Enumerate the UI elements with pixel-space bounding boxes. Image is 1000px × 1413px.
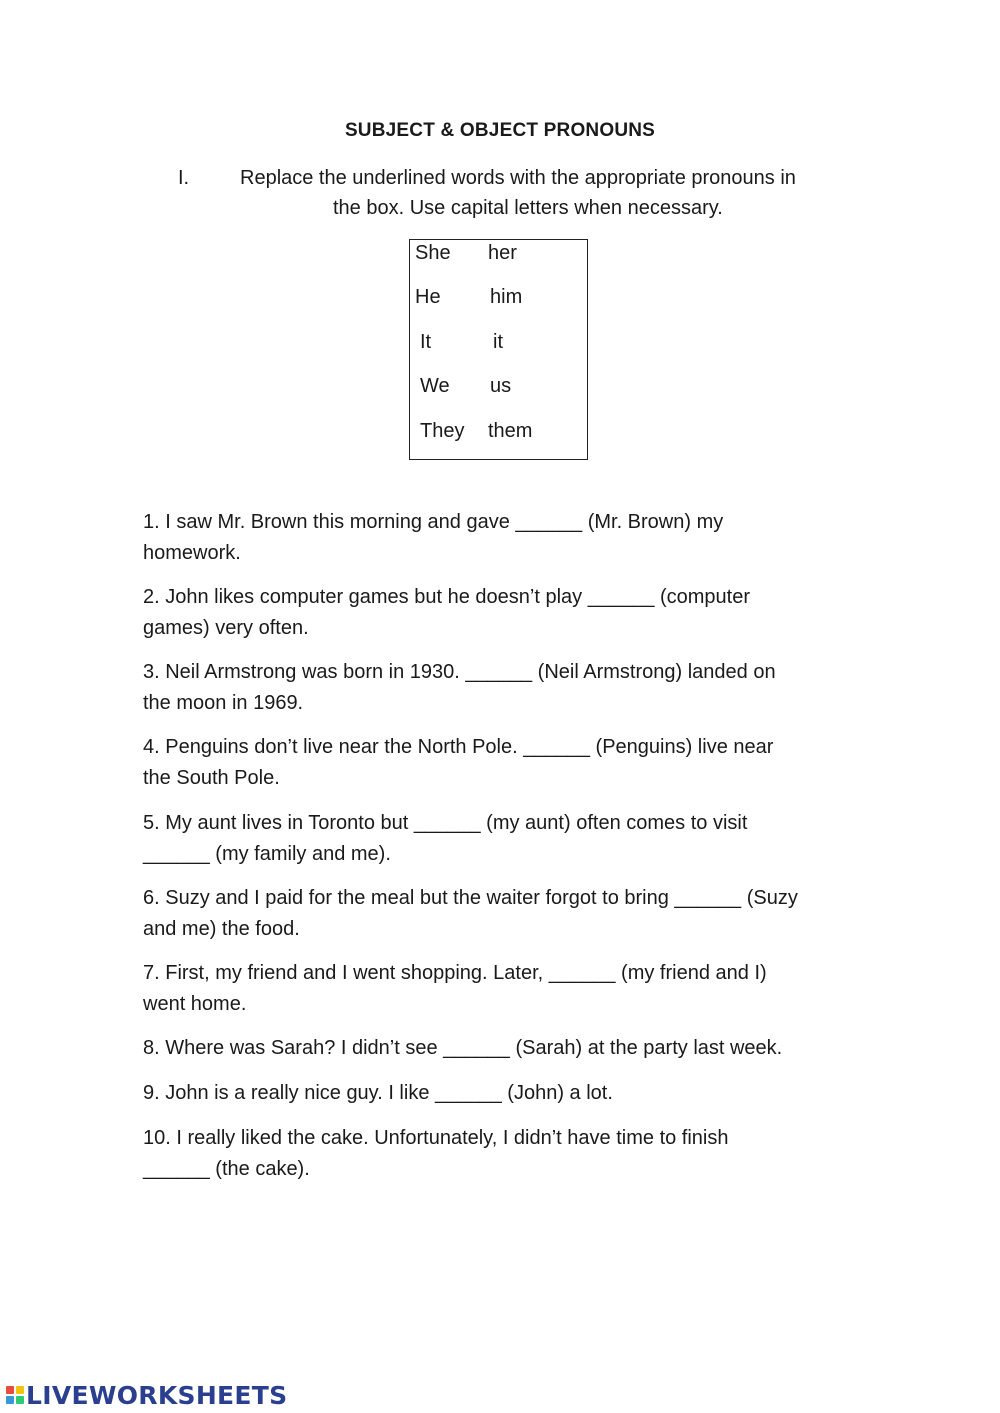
question-line: ______ (my family and me). — [143, 843, 391, 865]
question-line: homework. — [143, 542, 241, 564]
subject-pronoun: He — [415, 286, 441, 308]
question-1 — [143, 507, 863, 569]
question-line: 4. Penguins don’t live near the North Pole. ______ (Penguins) live near — [143, 736, 774, 758]
question-line: 5. My aunt lives in Toronto but ______ (my aunt) often comes to visit — [143, 812, 748, 834]
question-5 — [143, 808, 863, 870]
question-7 — [143, 958, 863, 1020]
instruction-text-line1: Replace the underlined words with the appropriate pronouns in — [240, 167, 796, 189]
object-pronoun: her — [488, 242, 517, 264]
logo-block — [16, 1396, 24, 1404]
question-line: 8. Where was Sarah? I didn’t see ______ (Sarah) at the party last week. — [143, 1037, 783, 1059]
question-3 — [143, 657, 863, 719]
subject-pronoun: We — [420, 375, 450, 397]
object-pronoun: them — [488, 420, 533, 442]
question-line: went home. — [143, 993, 247, 1015]
question-line: 6. Suzy and I paid for the meal but the waiter forgot to bring ______ (Suzy — [143, 887, 798, 909]
question-9 — [143, 1078, 863, 1109]
object-pronoun: it — [493, 331, 503, 353]
question-2 — [143, 582, 863, 644]
question-line: 1. I saw Mr. Brown this morning and gave ______ (Mr. Brown) my — [143, 511, 724, 533]
logo-block — [6, 1396, 14, 1404]
subject-pronoun: It — [420, 331, 432, 353]
question-line: 9. John is a really nice guy. I like ______ (John) a lot. — [143, 1082, 613, 1104]
subject-pronoun: She — [415, 242, 451, 264]
worksheet-title: SUBJECT & OBJECT PRONOUNS — [344, 120, 656, 141]
instruction-number: I. — [178, 167, 190, 189]
pronoun-box — [409, 239, 588, 460]
question-10 — [143, 1123, 863, 1185]
question-line: 10. I really liked the cake. Unfortunately, I didn’t have time to finish — [143, 1127, 729, 1149]
subject-pronoun: They — [420, 420, 465, 442]
question-line: games) very often. — [143, 617, 309, 639]
question-line: 3. Neil Armstrong was born in 1930. ______ (Neil Armstrong) landed on — [143, 661, 776, 683]
logo-blocks-icon — [6, 1386, 24, 1404]
question-8 — [143, 1033, 863, 1064]
logo-block — [16, 1386, 24, 1394]
question-line: the South Pole. — [143, 767, 280, 789]
liveworksheets-logo[interactable] — [6, 1380, 287, 1410]
object-pronoun: us — [490, 375, 512, 397]
logo-text: LIVEWORKSHEETS — [26, 1380, 288, 1410]
question-line: 7. First, my friend and I went shopping. Later, ______ (my friend and I) — [143, 962, 767, 984]
instruction-text-line2: the box. Use capital letters when necessary. — [333, 197, 723, 219]
question-line: and me) the food. — [143, 918, 300, 940]
question-line: ______ (the cake). — [143, 1158, 310, 1180]
question-line: the moon in 1969. — [143, 692, 304, 714]
question-4 — [143, 732, 863, 794]
object-pronoun: him — [490, 286, 523, 308]
question-line: 2. John likes computer games but he doesn’t play ______ (computer — [143, 586, 751, 608]
question-6 — [143, 883, 863, 945]
logo-block — [6, 1386, 14, 1394]
